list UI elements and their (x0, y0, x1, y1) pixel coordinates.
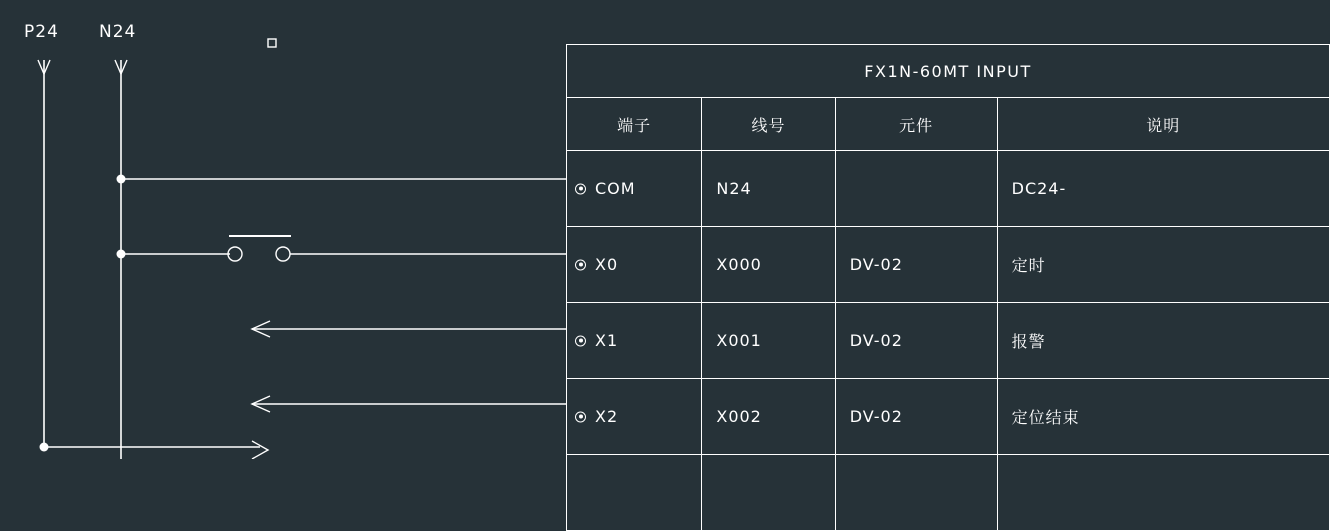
cell-wire (702, 455, 835, 531)
cell-terminal-label: X1 (595, 331, 619, 350)
cell-terminal (567, 379, 702, 455)
column-header-wire: 线号 (702, 98, 835, 151)
table-row (567, 379, 1330, 455)
cell-terminal (567, 455, 702, 531)
cell-wire: X002 (702, 379, 835, 455)
rail-label-p24: P24 (24, 22, 59, 42)
terminal-point-icon (575, 183, 586, 194)
table-row (567, 151, 1330, 227)
cell-terminal (567, 151, 702, 227)
table-title-row (567, 45, 1330, 98)
cell-description: 定时 (997, 227, 1329, 303)
switch-contact-left-icon (228, 247, 242, 261)
column-header-device: 元件 (835, 98, 997, 151)
junction-dot-com (117, 175, 126, 184)
offsheet-arrow-bottom-icon (252, 441, 268, 459)
cell-terminal-label: COM (595, 179, 636, 198)
cell-device: DV-02 (835, 379, 997, 455)
cell-device: DV-02 (835, 303, 997, 379)
cell-description: 定位结束 (997, 379, 1329, 455)
cell-wire: X001 (702, 303, 835, 379)
cell-description: 报警 (997, 303, 1329, 379)
cell-terminal-label: X2 (595, 407, 619, 426)
terminal-point-icon (575, 335, 586, 346)
cell-terminal (567, 227, 702, 303)
cell-terminal (567, 303, 702, 379)
junction-dot-bottom (40, 443, 49, 452)
table-row (567, 455, 1330, 531)
cell-description (997, 455, 1329, 531)
cell-device (835, 151, 997, 227)
column-header-description: 说明 (997, 98, 1329, 151)
cell-description: DC24- (997, 151, 1329, 227)
terminal-point-icon (575, 411, 586, 422)
terminal-point-icon (575, 259, 586, 270)
cell-wire: N24 (702, 151, 835, 227)
table-row (567, 227, 1330, 303)
cell-terminal-label: X0 (595, 255, 619, 274)
rail-label-n24: N24 (99, 22, 137, 42)
terminal-table (566, 44, 1330, 531)
table-row (567, 303, 1330, 379)
cell-device (835, 455, 997, 531)
column-header-terminal: 端子 (567, 98, 702, 151)
cell-wire: X000 (702, 227, 835, 303)
cell-device: DV-02 (835, 227, 997, 303)
table-title: FX1N-60MT INPUT (567, 45, 1330, 98)
marker-square-icon (268, 39, 276, 47)
table-header-row (567, 98, 1330, 151)
switch-contact-right-icon (276, 247, 290, 261)
junction-dot-x0 (117, 250, 126, 259)
